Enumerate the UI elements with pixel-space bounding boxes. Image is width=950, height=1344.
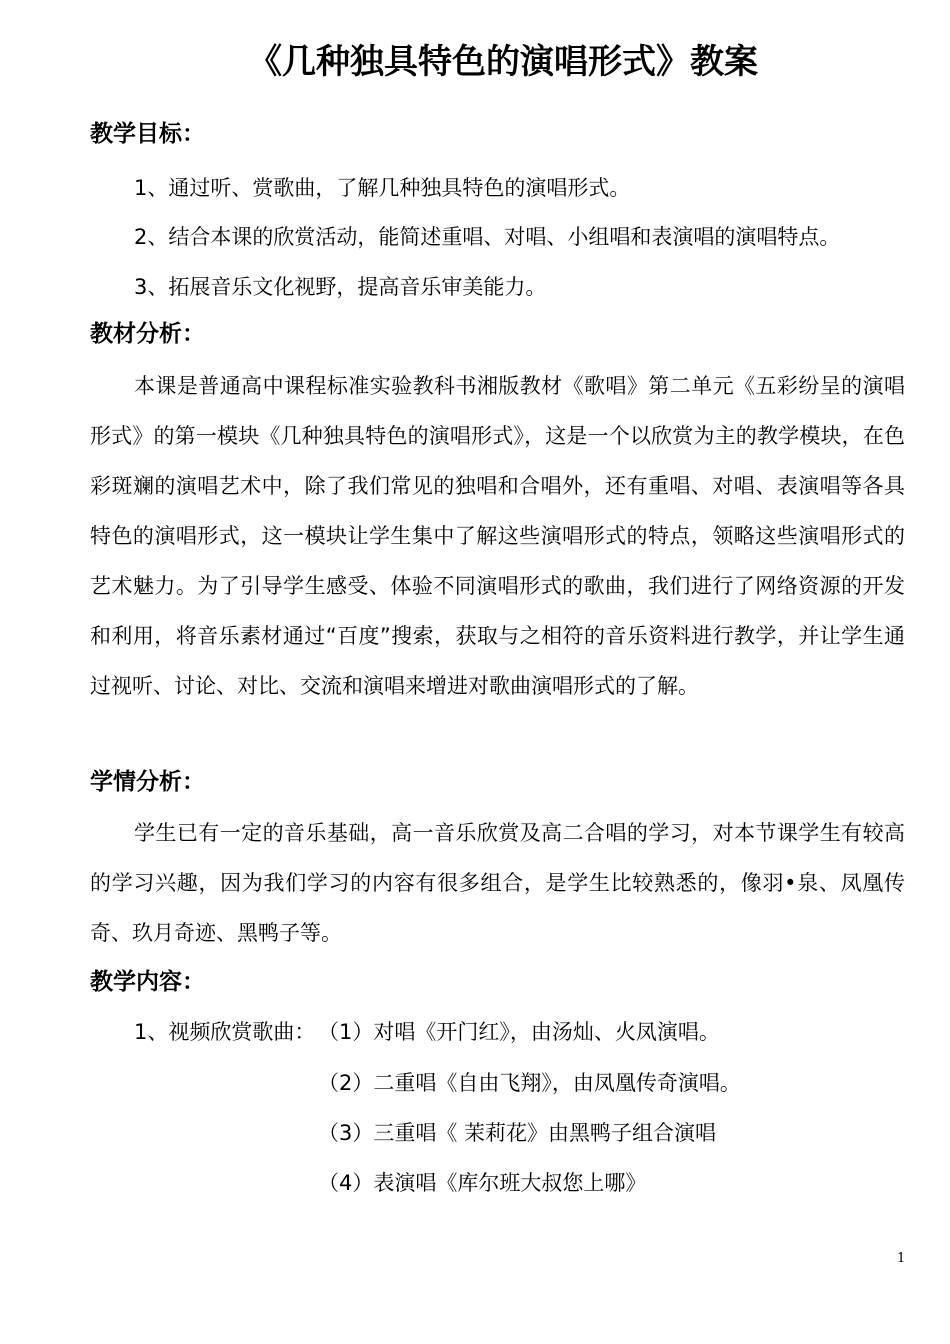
song-item: （1）对唱《开门红》，由汤灿、火凤演唱。 [318, 1020, 720, 1044]
song-item: （4）表演唱《库尔班大叔您上哪》 [318, 1171, 647, 1195]
song-item: （2）二重唱《自由飞翔》，由凤凰传奇演唱。 [318, 1071, 741, 1095]
material-analysis-paragraph: 本课是普通高中课程标准实验教科书湘版教材《歌唱》第二单元《五彩纷呈的演唱形式》的第一模块《几种独具特色的演唱形式》，这是一个以欣赏为主的教学模块，在色彩斑斓的演唱艺术中，除了我们常见的独唱和合唱外，还有重唱、对唱、表演唱等各具特色的演唱形式，这一模块让学生集中了解这些演唱形式的特点，领略这些演唱形式的艺术魅力。为了引导学生感受、体验不同演唱形式的歌曲，我们进行了网络资源的开发和利用，将音乐素材通过“百度”搜索，获取与之相符的音乐资料进行教学，并让学生通过视听、讨论、对比、交流和演唱来增进对歌曲演唱形式的了解。 [90, 374, 905, 698]
song-item: （3）三重唱《 茉莉花》由黑鸭子组合演唱 [318, 1121, 717, 1145]
objective-item: 3、拓展音乐文化视野，提高音乐审美能力。 [134, 275, 547, 299]
objectives-heading: 教学目标： [90, 121, 205, 147]
material-analysis-heading: 教材分析： [90, 321, 205, 347]
content-heading: 教学内容： [90, 969, 205, 995]
learner-analysis-heading: 学情分析： [90, 769, 205, 795]
objective-item: 2、结合本课的欣赏活动，能简述重唱、对唱、小组唱和表演唱的演唱特点。 [134, 225, 841, 249]
content-item-prefix: 1、视频欣赏歌曲： [134, 1020, 316, 1044]
document-title: 《几种独具特色的演唱形式》教案 [248, 42, 758, 82]
page-number: 1 [897, 1251, 906, 1266]
objective-item: 1、通过听、赏歌曲，了解几种独具特色的演唱形式。 [134, 176, 631, 200]
learner-analysis-paragraph: 学生已有一定的音乐基础，高一音乐欣赏及高二合唱的学习，对本节课学生有较高的学习兴趣，因为我们学习的内容有很多组合，是学生比较熟悉的，像羽•泉、凤凰传奇、玖月奇迹、黑鸭子等。 [90, 821, 905, 945]
